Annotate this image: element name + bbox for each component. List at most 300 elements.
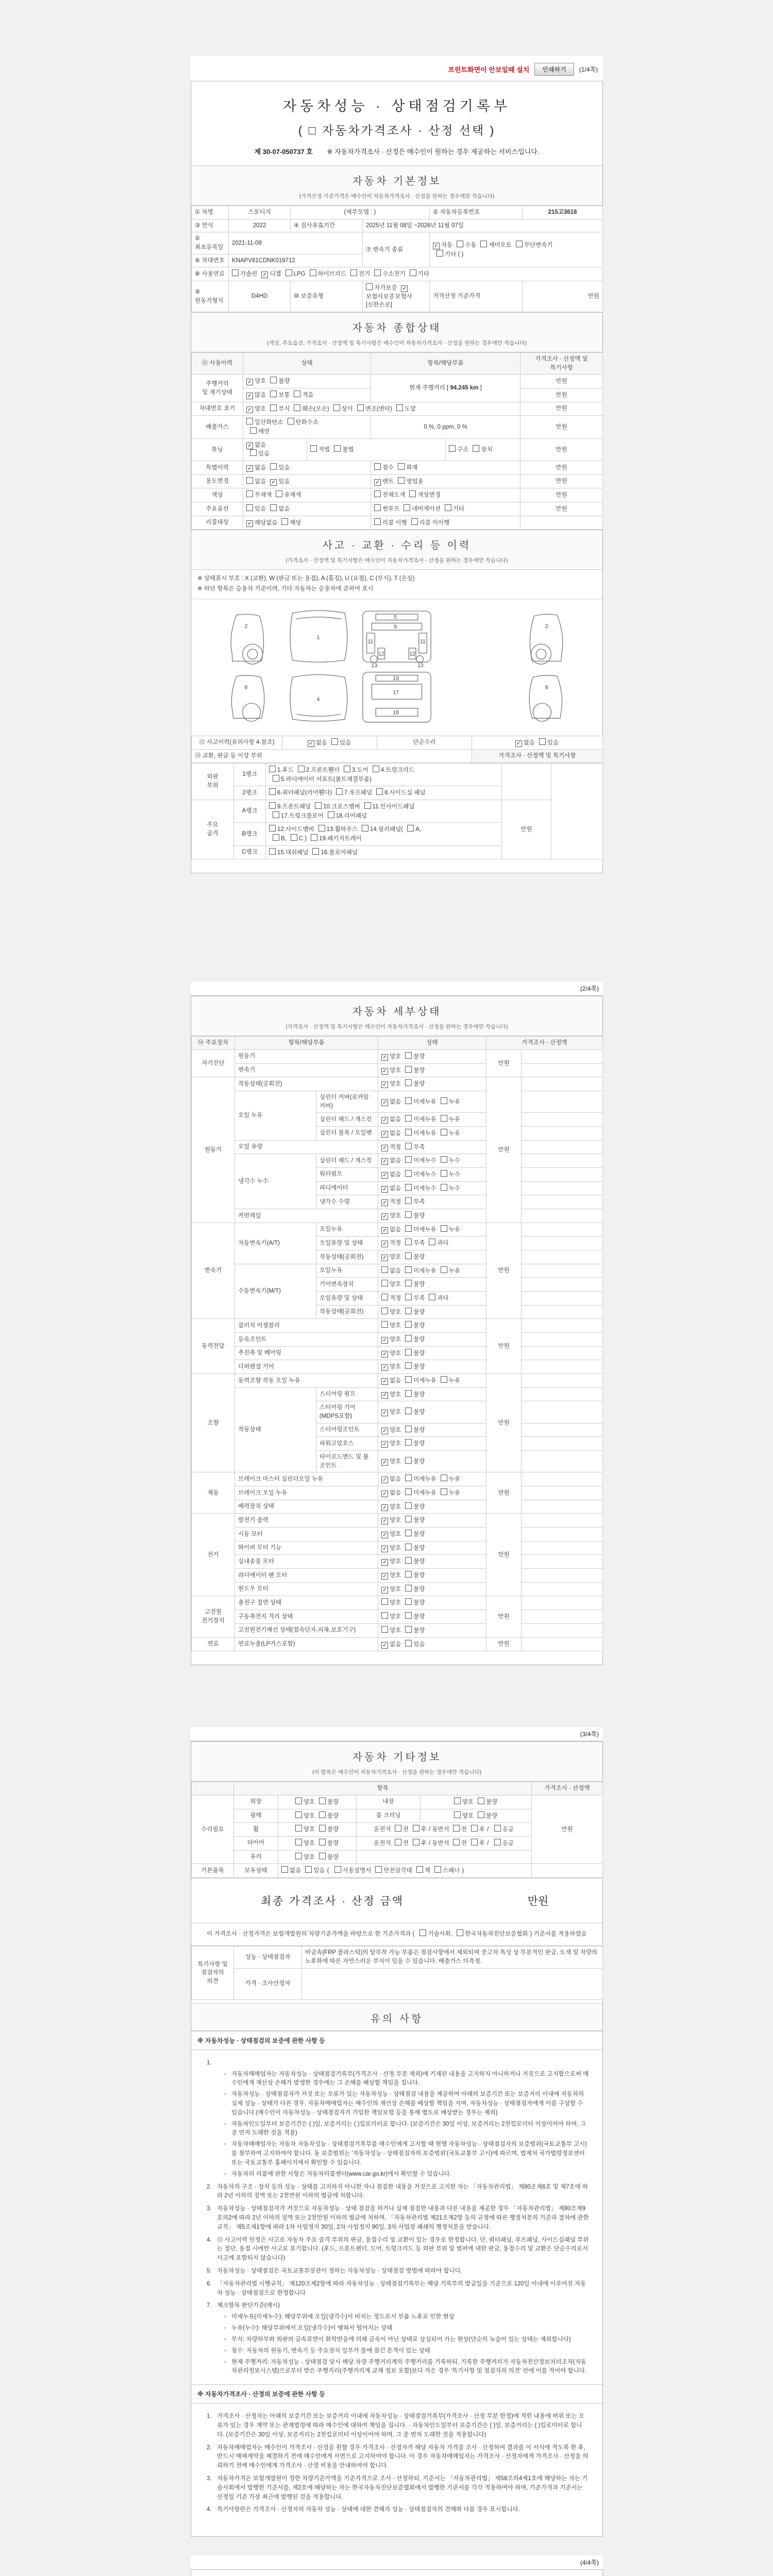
cell [235,1264,316,1319]
checkbox[interactable] [405,1475,412,1481]
checkbox-label: 양호 [390,1409,401,1416]
text: 부위 [207,782,219,789]
checkbox[interactable]: ✓ [381,1364,388,1371]
checkbox[interactable] [405,1156,412,1163]
checkbox[interactable] [429,1294,435,1300]
checkbox-label: 없음 [315,739,327,746]
checkbox[interactable] [381,1321,388,1328]
checkbox[interactable] [269,766,276,772]
checkbox[interactable]: ✓ [401,285,408,292]
text: 스포티지 [248,209,271,215]
checkbox[interactable] [441,1115,447,1122]
checkbox-label: 디젤 [270,271,281,278]
checkbox[interactable] [246,418,253,425]
checkbox[interactable] [281,1866,288,1873]
checkbox[interactable] [407,825,414,832]
text: , [451,1930,453,1937]
checkbox[interactable] [405,1252,412,1259]
checkbox[interactable] [516,241,523,247]
checkbox[interactable] [405,1266,412,1273]
checkbox-label: 양호 [255,378,266,385]
checkbox[interactable] [405,1294,412,1300]
checkbox[interactable] [405,1571,412,1578]
checkbox[interactable] [295,1839,302,1845]
checkbox[interactable] [270,504,277,511]
text: C랭크 [242,849,258,856]
checkbox[interactable] [319,1839,326,1845]
checkbox[interactable] [288,418,294,425]
checkbox[interactable] [405,1197,412,1204]
checkbox[interactable] [405,1170,412,1177]
text: 전기 [207,1551,219,1558]
page-gap [191,1665,603,1727]
car-diagram-svg [216,604,577,728]
checkbox[interactable]: ✓ [381,1255,388,1261]
checkbox[interactable] [269,788,276,795]
checkbox[interactable] [276,490,282,497]
checkbox[interactable] [374,518,381,525]
cell [234,1946,302,1968]
cell [235,1154,316,1209]
checkbox[interactable] [405,1115,412,1122]
checkbox[interactable] [273,775,279,782]
text: ) [460,1868,464,1874]
checkbox[interactable] [364,802,371,809]
checkbox[interactable] [405,1457,412,1464]
cell [243,474,371,488]
checkbox[interactable] [366,283,373,290]
checkbox[interactable] [416,1866,423,1873]
checkbox[interactable] [381,1612,388,1619]
checkbox[interactable] [281,518,288,525]
checkbox[interactable] [311,834,317,841]
cell [430,232,603,267]
cell [532,1795,603,1863]
checkbox[interactable]: ✓ [374,479,381,486]
checkbox[interactable] [246,477,253,484]
checkbox[interactable] [404,504,410,511]
checkbox[interactable] [350,269,357,276]
checkbox[interactable] [375,1866,382,1873]
checkbox[interactable] [328,811,334,818]
cell [316,1292,378,1306]
checkbox[interactable] [441,1376,447,1383]
checkbox[interactable]: ✓ [381,1477,388,1483]
cell [192,402,243,416]
checkbox[interactable]: ✓ [381,1441,388,1448]
checkbox[interactable]: ✓ [381,1117,388,1124]
checkbox[interactable] [362,825,368,832]
checkbox-label: 기술사회 [428,1930,451,1937]
checkbox[interactable] [285,269,292,276]
checkbox[interactable] [250,427,257,434]
checkbox[interactable] [454,1798,461,1804]
cell [192,206,229,219]
checkbox[interactable] [405,1544,412,1550]
checkbox[interactable] [449,445,456,452]
checkbox[interactable] [381,1294,388,1300]
checkbox[interactable]: ✓ [381,1172,388,1179]
checkbox[interactable]: ✓ [246,406,253,413]
checkbox[interactable] [273,811,279,818]
checkbox[interactable] [398,477,405,484]
svg-text:2: 2 [244,623,248,630]
checkbox-label: 5.라디에이터 서포트(볼트체결부품) [281,776,372,783]
checkbox[interactable] [409,490,416,497]
checkbox[interactable] [336,788,343,795]
checkbox[interactable] [319,1811,326,1818]
checkbox[interactable] [445,504,451,511]
cell [378,1582,486,1596]
checkbox-label: 렌트 [382,478,394,485]
checkbox[interactable] [405,1376,412,1383]
checkbox[interactable] [319,1825,326,1832]
checkbox[interactable] [453,1825,460,1832]
checkbox[interactable] [291,834,297,841]
checkbox[interactable] [413,1839,419,1845]
checkbox-label: 있음 [413,1641,425,1648]
checkbox[interactable] [315,802,322,809]
checkbox[interactable] [295,1811,302,1818]
checkbox[interactable] [441,1129,447,1136]
checkbox[interactable] [405,1626,412,1633]
checkbox-label: 19.패키지트레이 [319,835,362,842]
cell [522,1401,603,1423]
checkbox[interactable] [381,1626,388,1633]
checkbox[interactable] [494,1825,501,1832]
notice-item: 2. 자동차매매업자는 매수인이 가격조사 · 산정을 원할 경우 가격조사 · 산정자가 해당 자동차 가격을 조사 · 산정하여 결과를 이 서식에 적도록 한 후, 반드시 매매계약을 체결하기 전에 매수인에게 서면으로 고지하여야 합니다. 이 경우 자동차매매업자는 가격조사 · 산정자에게 가격조사 · 산정을 의뢰하기 전에 매수인에게 가격조사 · 산정 비용을 안내하여야 합니다. [207,2444,589,2469]
checkbox[interactable] [374,504,381,511]
checkbox-label: 불량 [413,1067,425,1074]
section-etc-info [191,1741,602,1782]
checkbox-label: 양호 [303,1799,315,1805]
checkbox[interactable]: ✓ [246,520,253,527]
checkbox[interactable] [331,738,338,745]
checkbox[interactable]: ✓ [381,1532,388,1538]
checkbox[interactable] [305,1866,312,1873]
checkbox[interactable]: ✓ [381,1068,388,1075]
checkbox-label: 양호 [390,1614,401,1620]
checkbox[interactable] [396,404,403,411]
checkbox[interactable] [405,1335,412,1342]
checkbox-label: 불량 [327,1840,339,1846]
text: 시동 모터 [238,1531,263,1537]
checkbox[interactable] [405,1585,412,1591]
notice-a-heading: ※ 자동차성능 · 상태점검의 보증에 관한 사항 등 [191,2031,602,2050]
checkbox[interactable] [405,1066,412,1073]
checkbox[interactable]: ✓ [381,1518,388,1524]
checkbox[interactable]: ✓ [381,1546,388,1552]
text: 만원 [498,1343,510,1349]
checkbox[interactable] [494,1839,501,1845]
checkbox[interactable] [381,1280,388,1286]
checkbox[interactable] [269,825,276,832]
checkbox[interactable] [270,377,277,383]
checkbox[interactable] [374,463,381,470]
checkbox[interactable] [319,1853,326,1859]
checkbox-label: 한국자동차진단보증협회 [465,1930,528,1937]
checkbox[interactable] [441,1475,447,1481]
cell [486,1223,522,1319]
checkbox-label: 누수 [448,1158,460,1164]
page-number-2: (2/4쪽) [580,985,599,993]
checkbox[interactable]: ✓ [381,1081,388,1088]
checkbox[interactable] [269,802,276,809]
checkbox[interactable] [405,1239,412,1245]
checkbox[interactable] [357,404,364,411]
checkbox[interactable] [373,766,379,772]
checkbox[interactable] [405,1362,412,1369]
checkbox[interactable] [405,1349,412,1355]
checkbox[interactable] [405,1079,412,1086]
cell [522,1049,603,1063]
checkbox[interactable]: ✓ [381,1559,388,1566]
text: 자동변속기 [238,1240,267,1246]
checkbox[interactable] [398,463,405,470]
checkbox[interactable] [310,269,316,276]
document-number-line [191,146,602,156]
checkbox[interactable] [270,404,277,411]
checkbox[interactable] [441,1225,447,1232]
checkbox-label: 불량 [413,1309,425,1315]
checkbox-label: 양호 [390,1458,401,1465]
checkbox[interactable] [405,1225,412,1232]
checkbox[interactable]: ✓ [381,1227,388,1234]
cell [192,254,229,267]
checkbox[interactable] [246,490,253,497]
checkbox[interactable]: ✓ [381,1241,388,1247]
checkbox[interactable] [419,1929,426,1936]
checkbox[interactable]: ✓ [515,740,522,747]
checkbox[interactable] [395,1839,401,1845]
checkbox[interactable] [405,1530,412,1536]
checkbox[interactable]: ✓ [308,740,314,747]
checkbox[interactable]: ✓ [381,1504,388,1511]
checkbox[interactable]: ✓ [381,1186,388,1193]
checkbox[interactable] [405,1426,412,1432]
checkbox[interactable] [246,504,253,511]
checkbox[interactable] [405,1097,412,1104]
checkbox[interactable] [478,1798,484,1804]
checkbox[interactable]: ✓ [246,379,253,385]
notice-b-list [191,2403,602,2523]
print-button[interactable]: 인쇄하기 [534,63,574,76]
checkbox[interactable] [344,766,350,772]
checkbox[interactable] [405,1280,412,1286]
checkbox[interactable] [454,1811,461,1818]
checkbox[interactable] [295,1798,302,1804]
checkbox[interactable]: ✓ [246,465,253,472]
text: ⑤ 최초 [195,235,207,251]
cell [316,1401,378,1423]
final-price-unit: 만원 [527,1895,549,1907]
checkbox[interactable] [405,1184,412,1191]
text: 오일누유 [320,1226,343,1233]
checkbox[interactable] [298,766,305,772]
checkbox[interactable] [405,1308,412,1314]
checkbox[interactable] [441,1488,447,1495]
checkbox[interactable]: ✓ [381,1158,388,1165]
cell [235,1569,378,1583]
checkbox[interactable] [411,518,418,525]
checkbox[interactable] [269,848,276,855]
cell [266,800,502,822]
checkbox-label: 미세누유 [413,1226,436,1233]
cell [371,474,520,488]
checkbox[interactable] [270,391,277,397]
checkbox[interactable] [333,404,340,411]
text: KNAPV81CDNK019712 [232,257,295,264]
cell [235,1049,378,1063]
checkbox[interactable] [405,1129,412,1136]
checkbox[interactable] [250,449,257,456]
checkbox[interactable] [441,1156,447,1163]
checkbox[interactable]: ✓ [270,479,277,486]
checkbox[interactable]: ✓ [381,1199,388,1206]
checkbox[interactable] [405,1211,412,1218]
checkbox[interactable] [441,1097,447,1104]
checkbox[interactable]: ✓ [381,1378,388,1385]
checkbox[interactable] [441,1184,447,1191]
checkbox[interactable] [334,445,341,452]
checkbox[interactable] [429,1239,435,1245]
checkbox[interactable] [295,1825,302,1832]
cell [378,1500,486,1514]
checkbox[interactable] [374,269,381,276]
checkbox[interactable] [457,1929,463,1936]
checkbox[interactable] [232,269,239,276]
checkbox[interactable]: ✓ [381,1351,388,1358]
checkbox[interactable] [471,1839,478,1845]
text: 만원 [498,1489,510,1496]
checkbox[interactable] [405,1143,412,1149]
cell [243,353,371,375]
checkbox[interactable] [405,1052,412,1059]
checkbox[interactable]: ✓ [381,1573,388,1580]
checkbox[interactable] [480,241,487,247]
checkbox[interactable] [405,1612,412,1619]
checkbox[interactable] [453,1839,460,1845]
checkbox[interactable]: ✓ [381,1054,388,1061]
checkbox[interactable] [478,1811,484,1818]
checkbox[interactable]: ✓ [246,443,253,449]
checkbox-label: 불량 [413,1254,425,1261]
cell [522,1500,603,1514]
checkbox-label: 없음 [390,1130,401,1137]
text: 만원 [498,1551,510,1558]
checkbox[interactable] [405,1488,412,1495]
checkbox[interactable] [434,1866,441,1873]
checkbox[interactable] [473,445,479,452]
checkbox[interactable] [395,1825,401,1832]
checkbox[interactable]: ✓ [381,1213,388,1220]
checkbox[interactable] [405,1390,412,1397]
checkbox[interactable]: ✓ [381,1145,388,1151]
checkbox[interactable] [436,250,443,257]
checkbox[interactable] [374,490,381,497]
checkbox[interactable] [381,1598,388,1605]
detail-state-table [191,1036,603,1651]
checkbox[interactable]: ✓ [261,272,268,278]
checkbox[interactable] [319,1798,326,1804]
checkbox[interactable] [539,738,546,745]
checkbox[interactable] [381,1266,388,1273]
checkbox[interactable] [318,825,325,832]
checkbox[interactable]: ✓ [381,1642,388,1649]
cell [192,1637,235,1651]
checkbox-label: 미세누수 [413,1185,436,1192]
checkbox[interactable] [441,1170,447,1177]
checkbox[interactable] [405,1439,412,1446]
checkbox[interactable] [376,788,383,795]
checkbox[interactable] [312,848,319,855]
page-number-3: (3/4쪽) [580,1731,599,1738]
cell [522,1360,603,1374]
checkbox[interactable] [410,269,416,276]
checkbox[interactable]: ✓ [381,1410,388,1416]
cell [235,1319,378,1333]
checkbox[interactable] [405,1408,412,1414]
checkbox[interactable]: ✓ [381,1131,388,1138]
cell [316,1126,378,1140]
checkbox[interactable]: ✓ [381,1428,388,1434]
checkbox[interactable] [405,1321,412,1328]
checkbox[interactable] [273,834,279,841]
checkbox-label: A, [415,826,422,833]
text: 가격조사 · 산정액 및 특기사항 [498,753,576,759]
cell [378,1437,486,1451]
checkbox[interactable]: ✓ [381,1392,388,1399]
checkbox[interactable]: ✓ [381,1490,388,1497]
checkbox[interactable] [405,1557,412,1564]
cell [234,786,266,800]
text: 2랭크 [242,789,257,796]
text: 라디에이터 [320,1185,348,1192]
checkbox[interactable]: ✓ [433,243,440,249]
checkbox-label: 있음 [278,478,290,485]
cell [192,1374,235,1472]
checkbox[interactable]: ✓ [246,393,253,399]
checkbox[interactable]: ✓ [381,1587,388,1594]
checkbox[interactable]: ✓ [381,1459,388,1466]
checkbox[interactable] [295,1853,302,1859]
checkbox[interactable] [334,1866,341,1873]
checkbox-label: 양호 [390,1503,401,1510]
checkbox[interactable] [413,1825,419,1832]
cell [522,1423,603,1437]
checkbox[interactable] [405,1598,412,1605]
checkbox[interactable] [405,1640,412,1647]
checkbox[interactable]: ✓ [381,1337,388,1344]
checkbox[interactable] [457,241,463,247]
checkbox[interactable]: ✓ [381,1099,388,1106]
checkbox[interactable] [405,1502,412,1509]
text: 만원 [498,1146,510,1153]
cell [266,786,502,800]
checkbox[interactable] [294,391,300,397]
checkbox[interactable] [471,1825,478,1832]
checkbox-label: 불량 [413,1458,425,1465]
notice-item: 1. [207,2059,212,2066]
checkbox[interactable] [310,445,317,452]
checkbox[interactable] [381,1308,388,1314]
checkbox[interactable] [405,1516,412,1522]
checkbox[interactable] [441,1266,447,1273]
text: 조향 [207,1419,219,1426]
checkbox[interactable] [270,463,277,470]
checkbox[interactable] [294,404,300,411]
notice-bullet: ◦ 자동차매매업자는 자동차 자동차성능 · 상태점검기록부를 매수인에게 고지할 때 현행 자동차성능 · 상태점검자의 보증범위(국토교통부 고시)를 첨부하여 고지하여야 합니다. 동 보증범위는 '자동차성능 · 상태점검자의 보증범위'(국토교통부 고시)에 따르며, 법제처 국가법령정보센터 또는 국토교통부 홈페이지에서 확인할 수 있습니다. [224,2141,587,2166]
